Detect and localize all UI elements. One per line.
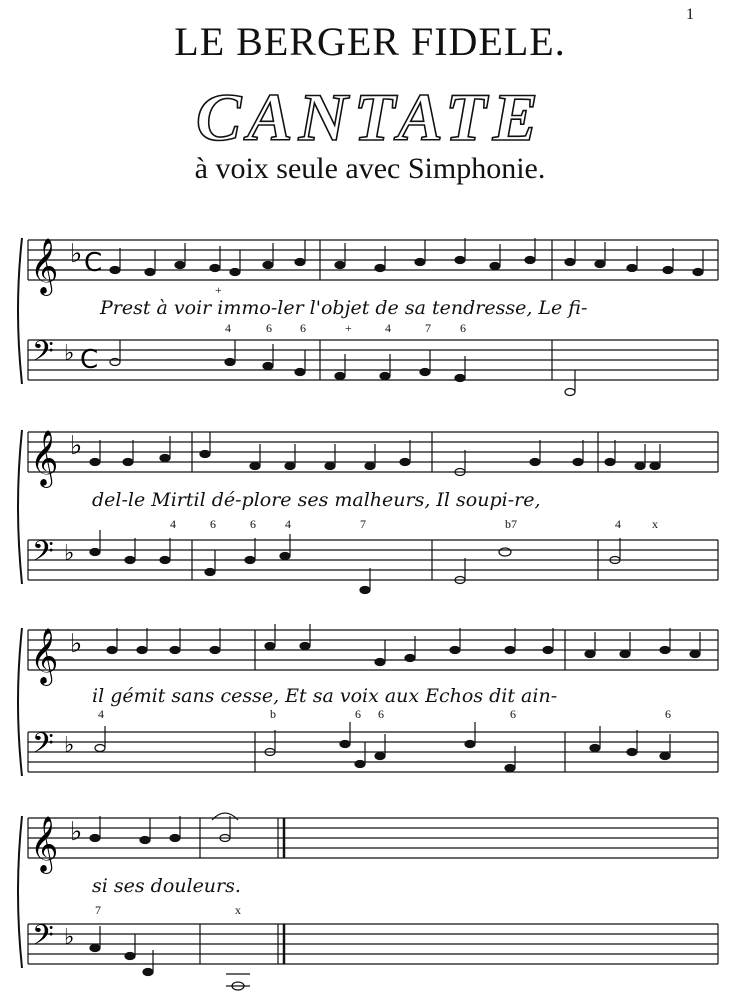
system-1-treble-staff	[28, 240, 718, 280]
figure: +	[345, 321, 352, 335]
system-1-lyrics: Prest à voir immo-ler l'objet de sa tendresse, Le fi-	[100, 297, 588, 319]
page-number: 1	[686, 6, 694, 23]
scoring-description: à voix seule avec Simphonie.	[194, 152, 546, 185]
bass-clef-icon: 𝄢	[32, 335, 54, 375]
common-time-icon: C	[84, 248, 103, 278]
system-2-lyrics: del-le Mirtil dé-plore ses malheurs, Il soupi-re,	[92, 489, 541, 511]
treble-clef-icon: 𝄞	[30, 430, 59, 486]
figure: 6	[378, 707, 384, 721]
figure: b7	[505, 517, 517, 531]
flat-key-icon: ♭	[64, 341, 75, 366]
system-4-lyrics: si ses douleurs.	[92, 875, 241, 897]
figure: x	[235, 903, 241, 917]
figure: 4	[385, 321, 391, 335]
cantata-heading: CANTATE	[195, 79, 545, 155]
figure: x	[652, 517, 658, 531]
figure: 6	[665, 707, 671, 721]
system-3-bass-notes	[95, 722, 670, 772]
page-title: LE BERGER FIDELE.	[174, 19, 566, 64]
flat-key-icon: ♭	[64, 733, 75, 758]
system-3-brace	[18, 628, 22, 776]
figure: +	[215, 283, 222, 297]
flat-key-icon: ♭	[70, 817, 83, 847]
flat-key-icon: ♭	[70, 431, 83, 461]
treble-clef-icon: 𝄞	[30, 628, 59, 684]
system-4-brace	[18, 816, 22, 968]
figure: 7	[95, 903, 101, 917]
treble-clef-icon: 𝄞	[30, 238, 59, 294]
figure: 4	[98, 707, 104, 721]
figure: 6	[210, 517, 216, 531]
figure: 6	[460, 321, 466, 335]
system-3	[18, 624, 718, 776]
figure: 6	[355, 707, 361, 721]
system-1	[18, 238, 718, 396]
figure: 6	[300, 321, 306, 335]
system-3-bass-staff	[28, 732, 718, 772]
figure: 6	[510, 707, 516, 721]
figure: 4	[170, 517, 176, 531]
fermata-icon	[212, 813, 238, 820]
figure: 4	[285, 517, 291, 531]
system-1-bass-staff	[28, 340, 718, 380]
system-4-treble-staff	[28, 818, 718, 858]
bass-clef-icon: 𝄢	[32, 535, 54, 575]
figure: b	[270, 707, 276, 721]
flat-key-icon: ♭	[70, 629, 83, 659]
common-time-icon: C	[80, 345, 99, 375]
flat-key-icon: ♭	[64, 925, 75, 950]
system-1-bass-notes	[110, 340, 575, 396]
system-4-figures	[95, 903, 241, 917]
figure: 4	[225, 321, 231, 335]
flat-key-icon: ♭	[64, 541, 75, 566]
system-3-figures	[98, 707, 671, 721]
system-4-bass-notes	[90, 926, 250, 990]
bass-clef-icon: 𝄢	[32, 727, 54, 767]
system-2-brace	[18, 430, 22, 584]
system-4	[18, 813, 718, 990]
figure: 4	[615, 517, 621, 531]
figure: 6	[266, 321, 272, 335]
figure: 6	[250, 517, 256, 531]
system-1-brace	[18, 238, 22, 384]
figure: 7	[425, 321, 431, 335]
treble-clef-icon: 𝄞	[30, 816, 59, 872]
flat-key-icon: ♭	[70, 239, 83, 269]
bass-clef-icon: 𝄢	[32, 919, 54, 959]
system-3-lyrics: il gémit sans cesse, Et sa voix aux Echos dit ain-	[92, 685, 558, 707]
system-2	[18, 430, 718, 594]
system-3-treble-staff	[28, 630, 718, 670]
system-2-figures	[170, 517, 658, 531]
figure: 7	[360, 517, 366, 531]
system-2-treble-notes	[90, 432, 660, 476]
